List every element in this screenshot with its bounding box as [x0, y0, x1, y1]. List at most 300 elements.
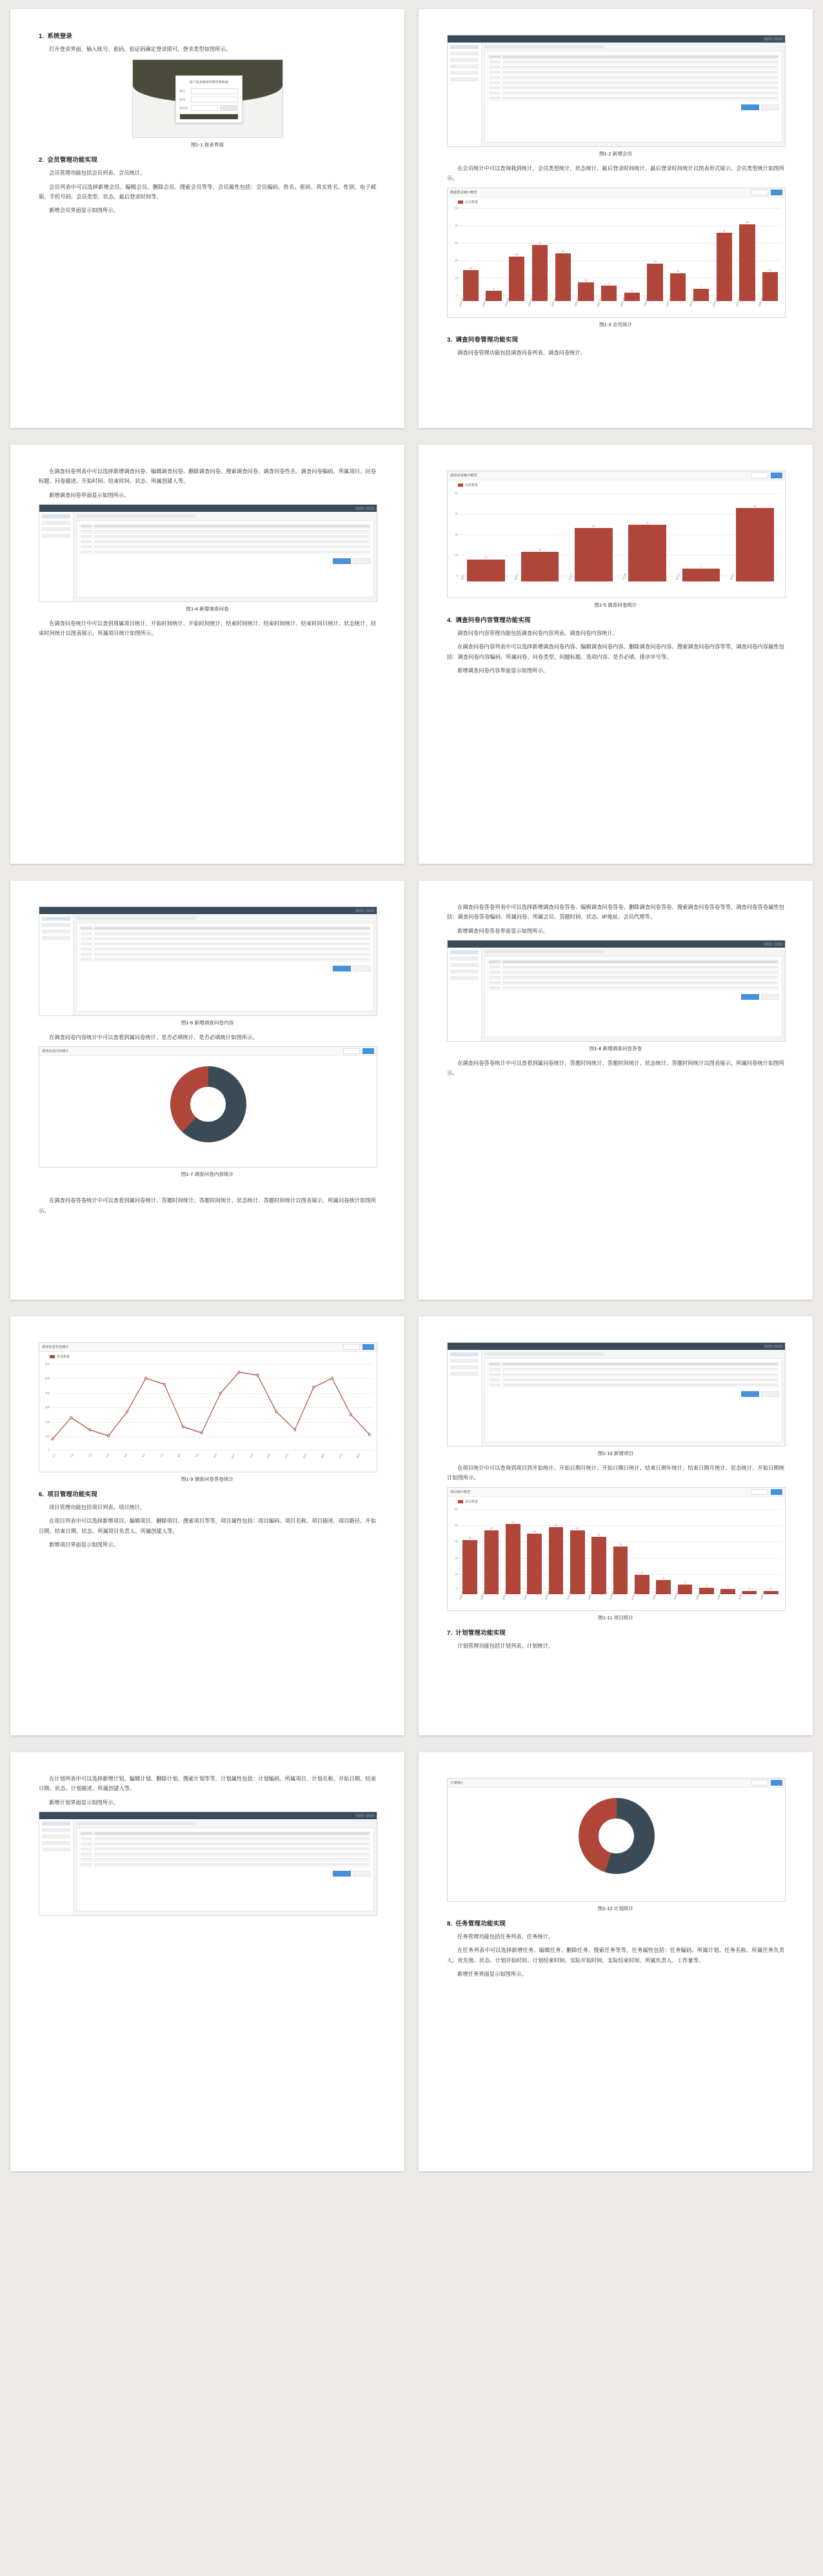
chart-refresh-button[interactable]	[362, 1048, 374, 1054]
sidebar-item-2[interactable]	[42, 527, 70, 531]
window-titlebar	[39, 1812, 377, 1819]
paragraph: 在任务列表中可以选择新增任务、编辑任务、删除任务、搜索任务等等，任务属性包括：任务编码、所属计划、任务名称、所属任务负责人、优先级、状态、计划开始时间、计划结束时间、实际开始时间、实际结束时间、所属负责人、工作量等。	[447, 1947, 784, 1964]
chart-title: 调查问卷统计模型	[450, 474, 477, 478]
bar: 40	[729, 487, 781, 581]
form-row	[488, 90, 779, 95]
close-icon[interactable]	[366, 909, 375, 912]
submit-button[interactable]	[741, 1391, 759, 1397]
form-row	[79, 534, 371, 539]
minimize-icon[interactable]	[764, 37, 773, 41]
x-tick-label: 3月	[88, 1452, 92, 1458]
window-titlebar	[448, 35, 785, 43]
x-tick-label: 11月	[231, 1452, 235, 1459]
sidebar-item-0[interactable]	[450, 950, 479, 954]
x-tick-label: 2023-03	[504, 297, 511, 307]
form-row	[79, 539, 371, 544]
sidebar-item-0[interactable]	[450, 1352, 479, 1356]
minimize-icon[interactable]	[355, 1814, 364, 1817]
x-tick-label: 7月	[159, 1452, 164, 1458]
bar: 45	[737, 204, 759, 301]
chart-header	[448, 1779, 785, 1788]
figure-caption: 图1-2 新增会员	[599, 151, 633, 157]
form-row	[79, 951, 371, 957]
section-title-login: 1. 系统登录	[39, 33, 73, 40]
page-10	[419, 1752, 813, 2171]
app-screenshot-survey-reply-form	[447, 940, 786, 1042]
form-row	[79, 941, 371, 946]
section-title-plan: 7. 计划管理功能实现	[447, 1629, 506, 1637]
paragraph: 会员管理功能包括会员列表、会员统计。	[49, 170, 146, 177]
x-tick-label: 2024-01	[717, 1590, 722, 1600]
form-row	[79, 936, 371, 941]
x-tick-label: 14月	[284, 1452, 289, 1459]
bar: 16	[667, 204, 689, 301]
form-card	[484, 1358, 782, 1442]
chart-legend	[448, 480, 785, 487]
paragraph: 在计划列表中可以选择新增计划、编辑计划、删除计划、搜索计划等等，计划属性包括：计划编码、所属项目、计划名称、开始日期、结束日期、状态、计划描述、所属创建人等。	[39, 1775, 376, 1792]
form-row	[79, 926, 371, 931]
sidebar-item-1[interactable]	[42, 1828, 70, 1832]
donut-wrap	[39, 1056, 377, 1153]
sidebar-item-3[interactable]	[42, 936, 70, 940]
cancel-button[interactable]	[761, 994, 779, 1000]
cancel-button[interactable]	[353, 558, 371, 564]
x-tick-label: 2023-06	[573, 297, 580, 307]
password-input[interactable]	[191, 97, 238, 102]
window-titlebar	[448, 1343, 785, 1350]
app-screenshot-member-form	[447, 35, 786, 147]
form-card	[76, 520, 374, 598]
legend-label: 问卷数量	[465, 483, 479, 487]
x-tick-label: 6月	[141, 1452, 146, 1458]
y-axis: 50 40 30 20 10 0	[455, 1507, 458, 1590]
bar: 17	[759, 204, 781, 301]
figure-caption: 图1-5 调查问卷统计	[594, 602, 637, 608]
form-row	[79, 957, 371, 962]
x-tick-label: 10月	[213, 1452, 217, 1459]
bar: 40	[568, 1504, 588, 1594]
paragraph: 新增计划界面显示如图所示。	[49, 1799, 119, 1806]
legend-label: 项目数量	[465, 1499, 479, 1504]
x-tick-label: 2023-12	[712, 297, 718, 307]
login-title: 用户需求调查管理管理系统	[189, 81, 228, 85]
section-title-project: 6. 项目管理功能实现	[39, 1491, 97, 1498]
app-screenshot-project-form	[447, 1342, 786, 1447]
legend-swatch	[458, 200, 463, 204]
sidebar-item-2[interactable]	[450, 58, 479, 62]
bar: 38	[524, 1504, 544, 1594]
chart-refresh-button[interactable]	[771, 1489, 782, 1495]
bar: 40	[713, 204, 735, 301]
account-input[interactable]	[191, 88, 238, 94]
section-title-survey-content: 4. 调查问卷内容管理功能实现	[447, 617, 531, 624]
bar-series	[460, 487, 781, 581]
submit-button[interactable]	[333, 966, 351, 971]
chart-survey-reply-time	[39, 1342, 377, 1472]
x-tick-label: 17月	[338, 1452, 343, 1459]
page-1	[10, 9, 404, 428]
form-row	[488, 64, 779, 70]
page-2	[419, 9, 813, 428]
sidebar-item-2[interactable]	[42, 1835, 70, 1839]
page-5	[10, 881, 404, 1300]
form-row	[488, 1382, 779, 1387]
login-submit-button[interactable]	[180, 114, 238, 119]
donut-chart	[170, 1066, 246, 1142]
form-row	[79, 946, 371, 951]
bar: 9	[653, 1504, 673, 1594]
cancel-button[interactable]	[353, 966, 371, 971]
cancel-button[interactable]	[761, 104, 779, 110]
figure-caption: 图1-6 新增调查问卷内容	[181, 1020, 234, 1026]
window-titlebar	[39, 907, 377, 914]
paragraph: 调查问卷内容管理功能包括调查问卷内容列表、调查问卷内容统计。	[457, 630, 618, 636]
figure-caption: 图1-9 调查问卷答卷统计	[181, 1476, 234, 1482]
page-9	[10, 1752, 404, 2171]
bar: 34	[460, 1504, 480, 1594]
section-title-survey: 3. 调查问卷管理功能实现	[447, 336, 519, 344]
form-row	[488, 1367, 779, 1372]
breadcrumb	[484, 1352, 604, 1356]
bar: 6	[483, 204, 505, 301]
page-7	[10, 1316, 404, 1735]
close-icon[interactable]	[774, 942, 783, 946]
form-row	[488, 980, 779, 985]
login-field-password	[180, 97, 238, 102]
minimize-icon[interactable]	[355, 909, 364, 912]
x-tick-label: 13月	[266, 1452, 272, 1459]
chart-refresh-button[interactable]	[771, 1780, 782, 1786]
submit-button[interactable]	[333, 1871, 351, 1877]
form-row	[488, 1361, 779, 1367]
section-title-task: 8. 任务管理功能实现	[447, 1920, 506, 1927]
sidebar	[448, 1350, 482, 1446]
figure-caption: 图1-3 会员统计	[599, 321, 633, 327]
form-row	[488, 1372, 779, 1377]
form-row	[488, 959, 779, 964]
section-title-survey-reply	[39, 1184, 376, 1191]
submit-button[interactable]	[741, 104, 759, 110]
minimize-icon[interactable]	[764, 1345, 773, 1348]
x-axis-labels	[460, 572, 781, 593]
x-tick-label: 2024-02	[738, 1590, 744, 1600]
form-row	[79, 1841, 371, 1846]
main-content	[482, 43, 785, 146]
captcha-input[interactable]	[191, 105, 218, 111]
paragraph: 调查问卷管理功能包括调查问卷列表、调查问卷统计。	[457, 349, 586, 356]
legend-label: 答卷数量	[57, 1355, 70, 1359]
x-tick-label: 2023-08	[620, 297, 626, 307]
close-icon[interactable]	[774, 1345, 783, 1348]
x-tick-label: 2023-01	[459, 297, 464, 307]
paragraph: 计划管理功能包括计划列表、计划统计。	[457, 1642, 554, 1649]
form-row	[79, 1836, 371, 1841]
form-row	[488, 970, 779, 975]
x-tick-label: 2023-01	[459, 1590, 464, 1600]
close-icon[interactable]	[366, 1814, 375, 1817]
sidebar-item-1[interactable]	[42, 923, 70, 927]
paragraph: 在调查问卷答卷统计中可以查看到属问卷统计、答题时间统计、答题时间统计、状态统计、答题时间统计以图表展示，所属问卷统计如图所示。	[447, 1060, 784, 1077]
bar: 12	[632, 1504, 652, 1594]
figure-caption: 图1-7 调查问卷内容统计	[181, 1171, 234, 1178]
paragraph: 新增任务界面显示如图所示。	[457, 1971, 527, 1978]
x-tick-label: 2023-03	[501, 1590, 508, 1600]
chart-export-button[interactable]	[751, 1489, 768, 1495]
form-row	[488, 85, 779, 90]
form-card	[484, 956, 782, 1037]
bar: 40	[481, 1504, 501, 1594]
breadcrumb	[484, 950, 604, 953]
paragraph: 新增项目界面显示如图所示。	[49, 1541, 119, 1548]
form-card	[76, 1828, 374, 1911]
bar-series	[460, 204, 781, 301]
paragraph: 在项目列表中可以选择新增项目、编辑项目、删除项目、搜索项目等等，项目属性包括：项目编码、项目名称、项目描述、项目路径、开始日期、结束日期、状态、所属项目负责人、所属创建人等。	[39, 1517, 376, 1534]
form-row	[488, 75, 779, 80]
chart-header	[448, 188, 785, 197]
form-row	[488, 70, 779, 75]
bar: 44	[503, 1504, 523, 1594]
section-title-member: 2. 会员管理功能实现	[39, 157, 97, 164]
sidebar-item-4[interactable]	[42, 1848, 70, 1851]
sidebar-item-3[interactable]	[450, 64, 479, 68]
bar: 7	[675, 487, 727, 581]
paragraph: 在会员统计中可以查询我到统计，会员类型统计，状态统计，最后登录时间统计，最后登录时间统计以图表形式展示，会员类型统计如图所示。	[447, 165, 784, 182]
form-row	[79, 529, 371, 534]
figure-caption: 图1-8 新增调查问卷答卷	[589, 1046, 642, 1052]
bar: 22	[644, 204, 666, 301]
figure-caption: 图1-12 计划统计	[597, 1906, 634, 1911]
bar: 30	[610, 1504, 630, 1594]
x-tick-label: 15月	[302, 1452, 307, 1459]
page-4	[419, 445, 813, 864]
form-card	[76, 922, 374, 1011]
paragraph: 任务管理功能包括任务列表、任务统计。	[457, 1933, 554, 1940]
chart-plan-status	[447, 1778, 786, 1902]
form-row	[79, 544, 371, 549]
form-row	[488, 975, 779, 980]
form-row	[488, 95, 779, 101]
form-row	[79, 523, 371, 529]
bar: 6	[675, 1504, 695, 1594]
sidebar-item-0[interactable]	[42, 1822, 70, 1826]
sidebar-item-3[interactable]	[450, 970, 479, 973]
x-tick-label: 项目六	[729, 572, 734, 581]
paragraph: 在项目统计中可以查询到项目到开始统计、开始日期月统计、开始日期日统计、结束日期年统计、结束日期月统计、状态统计、开始日期统计如图所示。	[447, 1465, 784, 1481]
x-tick-label: 2023-09	[643, 297, 649, 307]
bar: 7	[690, 204, 712, 301]
form-row	[488, 54, 779, 59]
legend-swatch	[458, 483, 463, 487]
x-tick-label: 2024-02	[758, 297, 764, 307]
sidebar-item-1[interactable]	[42, 521, 70, 525]
form-row	[79, 1862, 371, 1867]
x-tick-label: 1月	[52, 1452, 56, 1458]
page-3	[10, 445, 404, 864]
x-tick-label: 4月	[106, 1452, 110, 1458]
sidebar-item-3[interactable]	[42, 1841, 70, 1845]
chart-export-button[interactable]	[751, 473, 768, 478]
x-tick-label: 2023-10	[666, 297, 672, 307]
paragraph: 在调查问卷内容列表中可以选择新增调查问卷内容、编辑调查问卷内容、删除调查问卷内容、搜索调查问卷内容等等，调查问卷内容属性包括：调查问卷内容编码、所属问卷、问卷类型、问题标题、选项内容、是否必填、排序序号等。	[447, 643, 784, 660]
page-6	[419, 881, 813, 1300]
chart-export-button[interactable]	[343, 1048, 360, 1054]
minimize-icon[interactable]	[355, 507, 364, 510]
chart-title: 数据图表统计模型	[450, 190, 477, 195]
paragraph: 在调查问卷内容统计中可以查看到属问卷统计、是否必填统计、是否必填统计如图所示。	[49, 1034, 258, 1040]
window-titlebar	[39, 505, 377, 512]
sidebar	[448, 43, 482, 146]
sidebar	[39, 914, 74, 1015]
legend-swatch	[458, 1500, 463, 1503]
sidebar-item-5[interactable]	[450, 77, 479, 81]
form-row	[79, 1851, 371, 1857]
submit-button[interactable]	[333, 558, 351, 564]
chart-export-button[interactable]	[751, 190, 768, 195]
page-8	[419, 1316, 813, 1735]
x-tick-label: 2023-05	[544, 1590, 551, 1600]
sidebar-item-3[interactable]	[450, 1372, 479, 1376]
app-screenshot-survey-form	[39, 504, 377, 602]
y-axis: 600 500 400 300 200 100 0	[45, 1362, 50, 1452]
x-tick-label: 16月	[320, 1452, 325, 1459]
x-tick-label: 2月	[70, 1452, 74, 1458]
chart-title: 计划统计	[450, 1781, 464, 1785]
x-tick-label: 项目五	[675, 572, 680, 581]
submit-button[interactable]	[741, 994, 759, 1000]
form-row	[488, 1377, 779, 1382]
paragraph: 新增调查问卷答卷界面显示如图所示。	[457, 927, 549, 934]
minimize-icon[interactable]	[764, 942, 773, 946]
chart-refresh-button[interactable]	[771, 190, 782, 195]
sidebar-item-1[interactable]	[450, 957, 479, 961]
breadcrumb	[484, 45, 604, 48]
breadcrumb	[76, 917, 195, 920]
chart-header	[448, 471, 785, 480]
sidebar-item-2[interactable]	[450, 963, 479, 967]
sidebar-item-1[interactable]	[450, 52, 479, 55]
sidebar-item-4[interactable]	[450, 71, 479, 75]
sidebar-item-2[interactable]	[42, 930, 70, 933]
bar: 11	[575, 204, 597, 301]
chart-member-type-stat	[447, 188, 786, 318]
chart-title: 调查问卷答卷统计	[42, 1345, 69, 1349]
bar: 33	[529, 204, 551, 301]
form-row	[488, 964, 779, 970]
legend-label: 会员数量	[465, 200, 479, 204]
captcha-image[interactable]	[220, 105, 238, 111]
x-tick-label: 2023-06	[566, 1590, 572, 1600]
form-row	[79, 1831, 371, 1836]
sidebar-item-4[interactable]	[450, 976, 479, 980]
chart-refresh-button[interactable]	[771, 473, 782, 478]
chart-survey-project-stat	[447, 471, 786, 598]
x-tick-label: 2023-07	[597, 297, 603, 307]
paragraph: 在调查问卷统计中可以查到周属项目统计、开始时间统计、开始时间统计、结束时间统计、结束时间统计、结束时间目统计、状态统计、结束时间统计以图表展示，所属项目统计如图所示。	[39, 620, 376, 637]
chart-header	[39, 1343, 377, 1352]
bar: 18	[460, 204, 482, 301]
x-tick-label: 2024-03	[759, 1590, 766, 1600]
bar: 2	[739, 1504, 759, 1594]
close-icon[interactable]	[774, 37, 783, 41]
login-field-account	[180, 88, 238, 94]
chart-header	[448, 1488, 785, 1497]
form-row	[79, 549, 371, 554]
cancel-button[interactable]	[761, 1391, 779, 1397]
bar: 36	[589, 1504, 609, 1594]
sidebar-item-0[interactable]	[450, 45, 479, 49]
figure-caption: 图1-1 登录界面	[190, 142, 224, 148]
x-axis-labels	[459, 1590, 781, 1606]
sidebar-item-3[interactable]	[42, 534, 70, 538]
sidebar-item-0[interactable]	[42, 514, 70, 518]
legend-swatch	[50, 1355, 55, 1358]
chart-refresh-button[interactable]	[362, 1344, 374, 1350]
paragraph: 新增调查问卷界面显示如图所示。	[49, 491, 130, 498]
form-row	[79, 931, 371, 936]
form-row	[488, 59, 779, 64]
chart-plot-area	[448, 204, 785, 313]
x-tick-label: 2023-08	[609, 1590, 615, 1600]
y-axis: 50 40 30 20 10 0	[455, 206, 458, 297]
x-tick-label: 9月	[195, 1452, 199, 1458]
login-field-captcha	[180, 105, 238, 111]
x-tick-label: 18月	[356, 1452, 361, 1459]
breadcrumb	[76, 1822, 195, 1825]
bar: 42	[546, 1504, 566, 1594]
paragraph: 会员列表中可以选择新增会员、编辑会员、删除会员、搜索会员等等，会员属性包括：会员编码、姓名、密码、真实姓名、性别、电子邮箱、手机号码、会员类型、状态、最后登录时间等。	[39, 183, 376, 200]
chart-export-button[interactable]	[343, 1344, 360, 1350]
x-axis-labels	[459, 297, 781, 313]
chart-export-button[interactable]	[751, 1780, 768, 1786]
x-tick-label: 8月	[177, 1452, 182, 1458]
figure-caption: 图1-10 新增项目	[597, 1450, 634, 1456]
chart-legend	[448, 197, 785, 204]
paragraph: 在调查问卷列表中可以选择新增调查问卷、编辑调查问卷、删除调查问卷、搜索调查问卷、调查问卷性名、调查问卷编码、所属项目、问卷标题、问卷描述、开始时间、结束时间、状态、所属创建人等。	[39, 468, 376, 485]
chart-survey-content-required	[39, 1046, 377, 1167]
bar: 26	[506, 204, 528, 301]
app-screenshot-survey-content-form	[39, 906, 377, 1016]
x-tick-label: 项目二	[514, 572, 519, 581]
app-screenshot-plan-form	[39, 1811, 377, 1916]
x-tick-label: 2023-05	[551, 297, 557, 307]
paragraph: 新增调查问卷内容界面显示如图所示。	[457, 667, 549, 674]
app-body	[448, 43, 785, 146]
x-tick-label: 项目四	[621, 572, 627, 581]
sidebar-item-2[interactable]	[450, 1365, 479, 1369]
form-row	[79, 1846, 371, 1851]
x-tick-label: 2023-02	[482, 297, 488, 307]
form-row	[488, 80, 779, 85]
paragraph: 新增会员界面显示如图所示。	[49, 207, 119, 214]
x-tick-label: 2023-09	[630, 1590, 637, 1600]
x-tick-label: 5月	[124, 1452, 128, 1458]
donut-chart	[579, 1798, 655, 1874]
paragraph: 在调查问卷答卷列表中可以选择新增调查问卷答卷、编辑调查问卷答卷、删除调查问卷答卷、搜索调查问卷答卷等等，调查问卷答卷属性包括：调查问卷答卷编码、所属问卷、所属会员、答题时间、状态、IP地址、会员代理等。	[447, 904, 784, 921]
line-series	[39, 1359, 377, 1467]
chart-title: 项目统计模型	[450, 1490, 471, 1494]
chart-legend	[39, 1352, 377, 1359]
x-tick-label: 12月	[248, 1452, 253, 1459]
cancel-button[interactable]	[353, 1871, 371, 1877]
chart-plot-area	[39, 1359, 377, 1467]
x-tick-label: 2023-12	[695, 1590, 701, 1600]
x-tick-label: 2023-11	[689, 297, 695, 307]
sidebar-item-1[interactable]	[450, 1359, 479, 1363]
close-icon[interactable]	[366, 507, 375, 510]
bar: 12	[460, 487, 512, 581]
sidebar-item-0[interactable]	[42, 917, 70, 921]
donut-wrap	[448, 1788, 785, 1884]
